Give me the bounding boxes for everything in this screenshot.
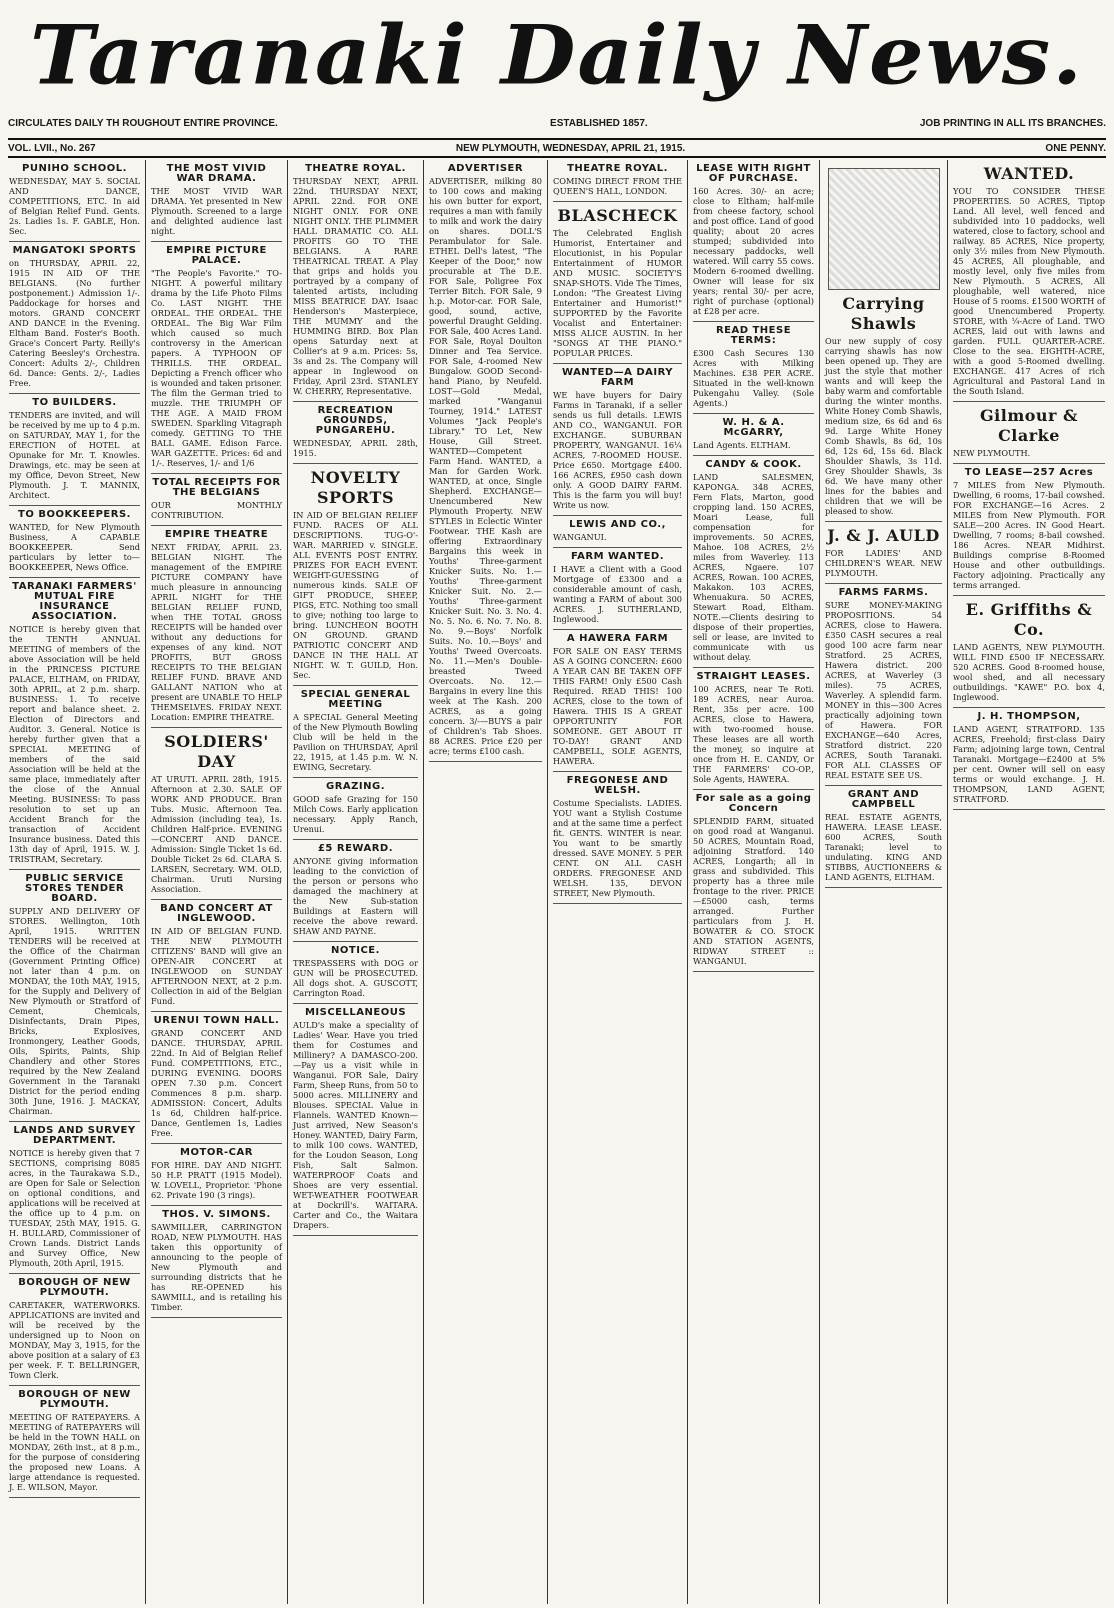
ad-heading: SOLDIERS' DAY <box>164 732 269 771</box>
advertisement <box>151 242 282 474</box>
ad-body: YOU TO CONSIDER THESE PROPERTIES. 50 ACRES, Tiptop Land. All level, well fenced and subdivided into 10 paddocks, well watered, close to factory, school and railway. 85 ACRES, Nice property, only 3½ miles from New Plymouth. 45 ACRES, All ploughable, and mostly level, only five miles from New Plymouth. 5 ACRES, All ploughable, well watered, nice House of 5 rooms. £1500 WORTH of good Unencumbered Property. STORE, with ¼-Acre of Land. TWO ACRES, laid out with lawns and garden. FULL QUARTER-ACRE. Close to the sea. EIGHTH-ACRE, with a good 5-Roomed dwelling. EXCHANGE. 417 Acres of rich Agricultural and Pastoral Land in the South Island. <box>953 186 1105 396</box>
tagline-left: CIRCULATES DAILY TH ROUGHOUT ENTIRE PROVINCE. <box>8 118 278 129</box>
ad-body: AULD's make a speciality of Ladies' Wear. Have you tried them for Costumes and Millinery? A DAMASCO-200.—Pay us a visit while in Wanganui. FOR Sale, Dairy Farm, Sheep Runs, from 50 to 5000 acres. MILLINERY and Blouses. SPECIAL Value in Flannels. WANTED Known—Just arrived, New Season's Honey. WANTED, Dairy Farm, to milk 100 cows. WANTED, for the Loudon Season, Long Fish, Salt Salmon. WATERPROOF Coats and Shoes are very essential. WET-WEATHER FOOTWEAR at Dockrill's. WAITARA. Carter and Co., the Waitara Drapers. <box>293 1020 418 1230</box>
ad-body: REAL ESTATE AGENTS, HAWERA. LEASE LEASE. 600 ACRES, South Taranaki; level to undulating. KING AND STIBBS, AUCTIONEERS & LAND AGENTS, ELTHAM. <box>825 812 942 882</box>
ad-heading: J. H. THOMPSON, <box>977 711 1081 722</box>
ad-body: Costume Specialists. LADIES. YOU want a Stylish Costume and at the same time a perfect fit. GENTS. WINTER is near. You want to be smartly dressed. SAVE MONEY. 5 PER CENT. ON ALL CASH ORDERS. FREGONESE AND WELSH. 135, DEVON STREET, New Plymouth. <box>553 798 682 898</box>
advertisement <box>9 1386 140 1498</box>
ad-body: ANYONE giving information leading to the conviction of the person or persons who damaged the machinery at the New Sub-station Buildings at Eastern will receive the above reward. SHAW AND PAYNE. <box>293 856 418 936</box>
ad-body: WANTED, for New Plymouth Business, A CAPABLE BOOKKEEPER. Send particulars by letter to— BOOKKEEPER, News Office. <box>9 522 140 572</box>
advertisement <box>293 160 418 402</box>
column-8 <box>948 160 1110 1604</box>
column-2 <box>146 160 288 1604</box>
ad-body: NEXT FRIDAY, APRIL 23. BELGIAN NIGHT. The management of the EMPIRE PICTURE COMPANY have much pleasure in announcing APRIL NIGHT for THE BELGIAN RELIEF FUND, when THE TOTAL GROSS RECEIPTS will be handed over without any deductions for expenses of any kind. NOT PROFITS, BUT GROSS RECEIPTS TO THE BELGIAN RELIEF FUND. BRAVE AND GALLANT NATION who at present are UNABLE TO HELP THEMSELVES. FRIDAY NEXT. Location: EMPIRE THEATRE. <box>151 542 282 722</box>
ad-body: THURSDAY NEXT, APRIL 22nd. THURSDAY NEXT, APRIL 22nd. FOR ONE NIGHT ONLY. FOR ONE NIGHT ONLY. THE PLIMMER HALL DRAMATIC CO. ALL PROFITS GO TO THE BELGIANS. A RARE THEATRICAL TREAT. A Play that grips and holds you portrayed by a company of talented artists, including MISS BEATRICE DAY. Isaac Henderson's Masterpiece, THE MUMMY and the HUMMING BIRD. Box Plan opens Saturday next at Collier's at 9 a.m. Prices: 5s, 3s and 2s. The Company will appear in Inglewood on Friday, April 23rd. STANLEY W. CHERRY, Representative. <box>293 176 418 396</box>
tagline-center: ESTABLISHED 1857. <box>550 118 648 129</box>
shawl-illustration <box>828 168 940 290</box>
advertisement <box>151 1206 282 1318</box>
advertisement <box>151 160 282 242</box>
advertisement <box>693 456 814 668</box>
ad-body: IN AID OF BELGIAN RELIEF FUND. RACES OF ALL DESCRIPTIONS. TUG-O'-WAR. MARRIED v. SINGLE. ALL EVENTS POST ENTRY. PRIZES FOR EACH EVENT. WEIGHT-GUESSING of numerous kinds. SALE OF GIFT PRODUCE, SHEEP, PIGS, ETC. Nothing too small to give; nothing too large to bring. LUNCHEON BOOTH ON GROUND. GRAND PATRIOTIC CONCERT AND DANCE IN THE HALL AT NIGHT. W. T. GUILD, Hon. Sec. <box>293 510 418 680</box>
ad-body: FOR HIRE. DAY AND NIGHT. 50 H.P. PRATT (1915 Model). W. LOVELL, Proprietor. 'Phone 62. Private 190 (3 rings). <box>151 1160 282 1200</box>
ad-heading: TO BUILDERS. <box>32 397 117 408</box>
advertisement <box>151 728 282 900</box>
ad-heading: J. & J. AULD <box>827 526 940 545</box>
advertisement <box>693 322 814 414</box>
advertisement <box>553 772 682 904</box>
tagline-bar <box>8 118 1106 132</box>
advertisement <box>553 516 682 548</box>
advertisement <box>953 708 1105 810</box>
ad-body: SAWMILLER, CARRINGTON ROAD, NEW PLYMOUTH. HAS taken this opportunity of announcing to the people of New Plymouth and surrounding districts that he has RE-OPENED his SAWMILL, and is retailing his Timber. <box>151 1222 282 1312</box>
advertisement <box>825 786 942 888</box>
ad-body: £300 Cash Secures 130 Acres with Milking Machines. £38 PER ACRE. Situated in the well-known Pukengahu Valley. (Sole Agents.) <box>693 348 814 408</box>
advertisement <box>9 506 140 578</box>
advertisement <box>825 522 942 584</box>
advertisement <box>293 840 418 942</box>
ad-heading: STRAIGHT LEASES. <box>696 671 811 682</box>
ad-heading: TARANAKI FARMERS' MUTUAL FIRE INSURANCE ASSOCIATION. <box>12 581 137 622</box>
advertisement <box>553 364 682 516</box>
ad-heading: EMPIRE THEATRE <box>164 529 269 540</box>
ad-body: I HAVE a Client with a Good Mortgage of £3300 and a considerable amount of cash, wanting a FARM of about 300 ACRES. J. SUTHERLAND, Inglewood. <box>553 564 682 624</box>
advertisement <box>151 526 282 728</box>
advertisement <box>953 464 1105 596</box>
newspaper-title: Taranaki Daily News. <box>29 7 1085 104</box>
ad-heading: FARM WANTED. <box>571 551 664 562</box>
ad-heading: RECREATION GROUNDS, PUNGAREHU. <box>315 405 396 436</box>
ad-body: OUR MONTHLY CONTRIBUTION. <box>151 500 282 520</box>
ad-body: WEDNESDAY, APRIL 28th, 1915. <box>293 438 418 458</box>
ad-heading: TO LEASE—257 Acres <box>964 467 1094 478</box>
masthead <box>0 0 1114 118</box>
ad-heading: NOTICE. <box>331 945 380 956</box>
ad-body: FOR SALE ON EASY TERMS AS A GOING CONCERN: £600 A YEAR CAN BE TAKEN OFF THIS FARM! Only £500 Cash Required. READ THIS! 100 ACRES, close to the town of Hawera. THIS IS A GREAT OPPORTUNITY FOR SOMEONE. GET ABOUT IT TO-DAY! GRANT AND CAMPBELL, SOLE AGENTS, HAWERA. <box>553 646 682 766</box>
ad-heading: CANDY & COOK. <box>705 459 802 470</box>
ad-body: NOTICE is hereby given that 7 SECTIONS, comprising 8085 acres, in the Taurakawa S.D., are Open for Sale or Selection on optional conditions, and applications will be received at the office up to 4 p.m. on TUESDAY, 25th MAY, 1915. G. H. BULLARD, Commissioner of Crown Lands. District Lands and Survey Office, New Plymouth, 20th April, 1915. <box>9 1148 140 1268</box>
ad-heading: FARMS FARMS. <box>838 587 929 598</box>
ad-body: ADVERTISER, milking 80 to 100 cows and making his own butter for export, requires a man with family to milk and work the dairy on shares. DOLL'S Perambulator for Sale. ETHEL Dell's latest, "The Keeper of the Door," now procurable at The D.E. FOR Sale, Poligree Fox Terrier Bitch. FOR Sale, 9 h.p. Motor-car. FOR Sale, good, sound, active, powerful Draught Gelding. FOR Sale, 400 Acres Land. FOR Sale, Royal Doulton Dinner and Tea Service. FOR Sale, 4-roomed New Bungalow. GOOD Second-hand Piano, by Neufeld. LOST—Gold Medal, marked "Wanganui Tourney, 1914." LATEST Volumes "Jack People's Library." TO Let, New House, Gill Street. WANTED—Competent Farm Hand. WANTED, a Man for Garden Work. WANTED, at once, Single Shepherd. EXCHANGE—Unencumbered New Plymouth Property. NEW STYLES in Eclectic Winter Footwear. THE Kash are offering Extraordinary Bargains this week in Youths' Three-garment Knicker Suits. No. 1.—Youths' Three-garment Knicker Suit. No. 2.—Youths' Three-garment Knicker Suit. No. 3. No. 4. No. 5. No. 6. No. 7. No. 8. No. 9.—Boys' Norfolk Suits. No. 10.—Boys' and Youths' Tweed Overcoats. No. 11.—Men's Double-breasted Tweed Overcoats. No. 12.—Bargains in every line this week at The Kash. 200 ACRES, as a going concern. 3/-—BUYS a pair of Children's Tab Shoes. 88 ACRES. Price £20 per acre; terms £100 cash. <box>429 176 542 756</box>
ad-heading: THE MOST VIVID WAR DRAMA. <box>166 163 267 184</box>
ad-heading: MANGATOKI SPORTS <box>12 245 137 256</box>
ad-body: AT URUTI. APRIL 28th, 1915. Afternoon at 2.30. SALE OF WORK AND PRODUCE. Bran Tubs. Music. Afternoon Tea. Admission (including tea), 1s. Children Half-price. EVENING—CONCERT AND DANCE. Admission: Single Ticket 1s 6d. Double Ticket 2s 6d. CLARA S. LARSEN, Secretary. WM. OLD, Chairman. Uruti Nursing Association. <box>151 774 282 894</box>
ad-heading: PUNIHO SCHOOL. <box>22 163 127 174</box>
ad-body: Land Agents. ELTHAM. <box>693 440 791 450</box>
tagline-right: JOB PRINTING IN ALL ITS BRANCHES. <box>919 118 1106 129</box>
ad-heading: EMPIRE PICTURE PALACE. <box>166 245 267 266</box>
ad-body: GRAND CONCERT AND DANCE. THURSDAY, APRIL 22nd. In Aid of Belgian Relief Fund. COMPETITIONS, ETC., DURING EVENING. DOORS OPEN 7.30 p.m. Concert Commences 8 p.m. sharp. ADMISSION: Concert, Adults 1s 6d, Children half-price. Dance, Gentlemen 1s, Ladies Free. <box>151 1028 282 1138</box>
ad-body: on THURSDAY, APRIL 22, 1915 IN AID OF THE BELGIANS. (No further postponement.) Admission 1/-. Paddockage for horses and motors. GRAND CONCERT AND DANCE in the Evening. Eltham Band. Foster's Booth. Grace's Concert Party. Reilly's Catering Beesley's Orchestra. Concert: Adults 2/-, Children 6d. Dance: Gents. 2/-, Ladies Free. <box>9 258 140 388</box>
advertisement <box>9 578 140 870</box>
column-5 <box>548 160 688 1604</box>
advertisement <box>9 1274 140 1386</box>
advertisement <box>693 668 814 790</box>
ad-body: The Celebrated English Humorist, Entertainer and Elocutionist, in his Popular Entertainment of HUMOR AND MUSIC. SOCIETY'S SNAP-SHOTS. Vide The Times, London: "The Greatest Living Entertainer and Humorist!" SUPPORTED by the Favorite Vocalist and Entertainer: MISS ALICE AUSTIN. In her "SONGS AT THE PIANO." POPULAR PRICES. <box>553 228 682 358</box>
ad-heading: PUBLIC SERVICE STORES TENDER BOARD. <box>24 873 125 904</box>
ad-heading: A HAWERA FARM <box>566 633 669 644</box>
ad-heading: LEWIS AND CO., <box>569 519 666 530</box>
advertisement <box>953 160 1105 402</box>
advertisement <box>151 900 282 1012</box>
ad-body: 7 MILES from New Plymouth. Dwelling, 6 rooms, 17-bail cowshed. FOR EXCHANGE—16 Acres. 2 MILES from New Plymouth. FOR SALE—200 Acres. IN Good Heart. Dwelling, 7 rooms; 8-bail cowshed. 186 Acres. NEAR Midhirst. Buildings comprise 8-Roomed House and other outbuildings. Factory adjoining. Practically any terms arranged. <box>953 480 1105 590</box>
price: ONE PENNY. <box>1045 142 1106 154</box>
ad-body: GOOD safe Grazing for 150 Milch Cows. Early application necessary. Apply Ranch, Urenui. <box>293 794 418 834</box>
ad-body: WE have buyers for Dairy Farms in Taranaki, if a seller sends us full details. LEWIS AND CO., WANGANUI. FOR EXCHANGE. SUBURBAN PROPERTY, WANGANUI. 16¼ ACRES, 7-ROOMED HOUSE. Price £650. Mortgage £400. 166 ACRES, £950 cash down only. A GOOD DAIRY FARM. This is the farm you will buy! Write us now. <box>553 390 682 510</box>
advertisement <box>553 630 682 772</box>
ad-heading: THOS. V. SIMONS. <box>162 1209 271 1220</box>
ad-body: 160 Acres. 30/- an acre; close to Eltham; half-mile from cheese factory, school and post office. Land of good quality; about 20 acres stumped; subdivided into necessary paddocks, well watered. Will carry 55 cows. Modern 6-roomed dwelling. Owner will lease for six years; rental 30/- per acre, right of purchase (optional) at £28 per acre. <box>693 186 814 316</box>
ad-body: FOR LADIES' AND CHILDREN'S WEAR. NEW PLYMOUTH. <box>825 548 942 578</box>
advertisement <box>9 1122 140 1274</box>
ad-body: LAND AGENTS, NEW PLYMOUTH. WILL FIND £500 IF NECESSARY. 520 ACRES. Good 8-roomed house, wool shed, and all necessary outbuildings. "KAWE" P.O. box 4, Inglewood. <box>953 642 1105 702</box>
ad-body: WANGANUI. <box>553 532 607 542</box>
advertisement <box>825 160 942 522</box>
ad-heading: ADVERTISER <box>447 163 524 174</box>
advertisement <box>9 242 140 394</box>
ad-heading: GRAZING. <box>326 781 385 792</box>
advertisement <box>151 1144 282 1206</box>
ad-body: WEDNESDAY, MAY 5. SOCIAL AND DANCE, COMPETITIONS, ETC. In aid of Belgian Relief Fund. Gents. 2s. Ladies 1s. F. GABLE, Hon. Sec. <box>9 176 140 236</box>
ad-heading: Gilmour & Clarke <box>980 406 1078 445</box>
ad-heading: E. Griffiths & Co. <box>965 600 1093 639</box>
issue-bar <box>8 138 1106 158</box>
ad-heading: BOROUGH OF NEW PLYMOUTH. <box>18 1277 131 1298</box>
ad-heading: £5 REWARD. <box>317 843 394 854</box>
advertisement <box>693 790 814 972</box>
ad-body: THE MOST VIVID WAR DRAMA. Yet presented in New Plymouth. Screened to a large and delighted audience last night. <box>151 186 282 236</box>
ad-heading: NOVELTY SPORTS <box>310 468 401 507</box>
ad-heading: TO BOOKKEEPERS. <box>18 509 131 520</box>
ad-heading: READ THESE TERMS: <box>715 325 792 346</box>
ad-body: NOTICE is hereby given that the TENTH ANNUAL MEETING of members of the above Association will be held in the PRINCESS PICTURE PALACE, ELTHAM, on FRIDAY, 30th APRIL, at 2 p.m. sharp. BUSINESS: 1. To receive report and balance sheet. 2. Election of Directors and Auditor. 3. General. Notice is hereby further given that a SPECIAL MEETING of members of the said Association will be held at the same place, immediately after the close of the Annual Meeting. BUSINESS: To pass resolution to set up an Accident Branch for the transaction of Accident Insurance business. Dated this 13th day of April, 1915. W. J. TRISTRAM, Secretary. <box>9 624 140 864</box>
ad-heading: FREGONESE AND WELSH. <box>566 775 669 796</box>
advertisement <box>553 160 682 202</box>
ad-heading: W. H. & A. McGARRY, <box>722 417 785 438</box>
advertisement <box>693 160 814 322</box>
column-3 <box>288 160 424 1604</box>
ad-heading: TOTAL RECEIPTS FOR THE BELGIANS <box>152 477 281 498</box>
ad-body: SURE MONEY-MAKING PROPOSITIONS. 54 ACRES, close to Hawera. £350 CASH secures a real good 100 acre farm near Stratford. 25 ACRES, Hawera district. 200 ACRES, at Waverley (3 miles). 75 ACRES, Waverley. A splendid farm. MONEY in this—300 Acres practically adjoining town of Hawera. FOR EXCHANGE—640 Acres, Stratford district. 220 ACRES, South Taranaki. FOR ALL CLASSES OF REAL ESTATE SEE US. <box>825 600 942 780</box>
ad-body: SUPPLY AND DELIVERY OF STORES. Wellington, 10th April, 1915. WRITTEN TENDERS will be received at the Office of the Chairman (Government Printing Office) not later than 4 p.m. on MONDAY, the 10th MAY, 1915, for the Supply and Delivery of New Plymouth or Stratford of Cement, Chemicals, Disinfectants, Drain Pipes, Bricks, Explosives, Ironmongery, Leather Goods, Oils, Spirits, Paints, Ship Chandlery and other Stores required by the New Zealand Government in the Taranaki District for the period ending 30th June, 1916. J. MACKAY, Chairman. <box>9 906 140 1116</box>
advertisement <box>151 1012 282 1144</box>
ad-heading: WANTED—A DAIRY FARM <box>561 367 674 388</box>
advertisement <box>693 414 814 456</box>
ad-heading: Carrying Shawls <box>842 294 925 333</box>
ad-body: "The People's Favorite." TO-NIGHT. A powerful military drama by the Life Photo Films Co. LAST NIGHT. THE ORDEAL. THE ORDEAL. THE ORDEAL. The Big War Film which caused so much controversy in the American papers. A TYPHOON OF THRILLS. THE ORDEAL. Depicting a French officer who is wounded and taken prisoner. The film the German tried to muzzle. THE TRIUMPH OF THE AGE. A MAID FROM SWEDEN. Sparkling Vitagraph comedy. GETTING TO THE BALL GAME. Edison Farce. WAR GAZETTE. Prices: 6d and 1/-. Reserves, 1/- and 1/6 <box>151 268 282 468</box>
ad-body: A SPECIAL General Meeting of the New Plymouth Bowling Club will be held in the Pavilion on THURSDAY, April 22, 1915, at 1.45 p.m. W. N. EWING, Secretary. <box>293 712 418 772</box>
ad-body: COMING DIRECT FROM THE QUEEN'S HALL, LONDON. <box>553 176 682 196</box>
advertisement <box>953 596 1105 708</box>
ad-heading: BAND CONCERT AT INGLEWOOD. <box>160 903 273 924</box>
ad-body: LAND AGENT, STRATFORD. 135 ACRES, Freehold; first-class Dairy Farm; adjoining large town, Central Taranaki. Mortgage—£2400 at 5% per cent. Owner will sell on easy terms or would exchange. J. H. THOMPSON, LAND AGENT, STRATFORD. <box>953 724 1105 804</box>
advertisement <box>429 160 542 762</box>
ad-heading: WANTED. <box>983 164 1075 183</box>
advertisement <box>293 1004 418 1236</box>
advertisement <box>825 584 942 786</box>
ad-body: TRESPASSERS with DOG or GUN will be PROSECUTED. All dogs shot. A. GUSCOTT, Carrington Road. <box>293 958 418 998</box>
ad-body: Our new supply of cosy carrying shawls has now been opened up. They are just the style that mother wants and will keep the baby warm and comfortable during the winter months. White Honey Comb Shawls, medium size, 6s 6d and 6s 9d. Large White Honey Comb Shawls, 8s 6d, 10s 6d, 12s 6d, 15s 6d. Black Shoulder Shawls, 3s 11d. Grey Shoulder Shawls, 3s 6d. We have many other lines for the babies and children that we will be pleased to show. <box>825 336 942 516</box>
ad-body: 100 ACRES, near Te Roti. 189 ACRES, near Auroa. Rent, 35s per acre. 100 ACRES, close to Hawera, with two-roomed house. These leases are all worth the money, so inquire at once from H. E. CANDY, Or THE FARMERS' CO-OP., Sole Agents, HAWERA. <box>693 684 814 784</box>
ad-heading: URENUI TOWN HALL. <box>153 1015 280 1026</box>
columns <box>4 160 1110 1604</box>
column-7 <box>820 160 948 1604</box>
ad-heading: THEATRE ROYAL. <box>567 163 668 174</box>
advertisement <box>293 402 418 464</box>
ad-heading: BLASCHECK <box>557 206 678 225</box>
column-4 <box>424 160 548 1604</box>
ad-body: TENDERS are invited, and will be received by me up to 4 p.m. on SATURDAY, MAY 1, for the ERECTION of HOTEL at Opunake for Mr. T. Knowles. Drawings, etc. may be seen at my Office, Devon Street, New Plymouth. J. T. MANNIX, Architect. <box>9 410 140 500</box>
ad-heading: LEASE WITH RIGHT OF PURCHASE. <box>696 163 811 184</box>
ad-heading: For sale as a going Concern <box>695 793 812 814</box>
ad-heading: MISCELLANEOUS <box>304 1007 407 1018</box>
advertisement <box>151 474 282 526</box>
ad-heading: LANDS AND SURVEY DEPARTMENT. <box>13 1125 136 1146</box>
ad-body: SPLENDID FARM, situated on good road at Wanganui. 50 ACRES, Mountain Road, adjoining Stratford. 140 ACRES, Longarth; all in grass and subdivided. This property has a three mile frontage to the river. PRICE—£5000 cash, terms arranged. Further particulars from J. H. BOWATER & CO. STOCK AND STATION AGENTS, RIDWAY STREET :: WANGANUI. <box>693 816 814 966</box>
volume-number: VOL. LVII., No. 267 <box>8 142 96 154</box>
column-6 <box>688 160 820 1604</box>
advertisement <box>293 778 418 840</box>
ad-heading: GRANT AND CAMPBELL <box>847 789 920 810</box>
advertisement <box>553 202 682 364</box>
ad-body: LAND SALESMEN, KAPONGA. 348 ACRES, Fern Flats, Marton, good cropping land. 150 ACRES, Moari Lease, full compensation for improvements. 50 ACRES, Mahoe. 108 ACRES, 2½ miles from Waverley. 113 ACRES, Ngaere. 107 ACRES, Rowan. 100 ACRES, Makakon. 103 ACRES, Whenuakura. 50 ACRES, Stewart Road, Eltham. NOTE.—Clients desiring to dispose of their properties, sell or lease, are invited to communicate with us without delay. <box>693 472 814 662</box>
advertisement <box>293 464 418 686</box>
advertisement <box>9 160 140 242</box>
place-date: NEW PLYMOUTH, WEDNESDAY, APRIL 21, 1915. <box>455 142 686 154</box>
advertisement <box>293 942 418 1004</box>
ad-heading: THEATRE ROYAL. <box>305 163 406 174</box>
ad-body: IN AID OF BELGIAN FUND. THE NEW PLYMOUTH CITIZENS' BAND will give an OPEN-AIR CONCERT at INGLEWOOD on SUNDAY AFTERNOON NEXT, at 2 p.m. Collection in aid of the Belgian Fund. <box>151 926 282 1006</box>
ad-heading: MOTOR-CAR <box>180 1147 253 1158</box>
advertisement <box>953 402 1105 464</box>
advertisement <box>293 686 418 778</box>
ad-body: NEW PLYMOUTH. <box>953 448 1031 458</box>
advertisement <box>553 548 682 630</box>
ad-heading: SPECIAL GENERAL MEETING <box>300 689 411 710</box>
advertisement <box>9 394 140 506</box>
ad-body: MEETING OF RATEPAYERS. A MEETING of RATEPAYERS will be held in the TOWN HALL on MONDAY, 26th inst., at 8 p.m., for the purpose of considering the proposed new Loans. A large attendance is requested. J. E. WILSON, Mayor. <box>9 1412 140 1492</box>
column-1 <box>4 160 146 1604</box>
ad-body: CARETAKER, WATERWORKS. APPLICATIONS are invited and will be received by the undersigned up to Noon on MONDAY, May 3, 1915, for the above position at a salary of £3 per week. F. T. BELLRINGER, Town Clerk. <box>9 1300 140 1380</box>
advertisement <box>9 870 140 1122</box>
ad-heading: BOROUGH OF NEW PLYMOUTH. <box>18 1389 131 1410</box>
